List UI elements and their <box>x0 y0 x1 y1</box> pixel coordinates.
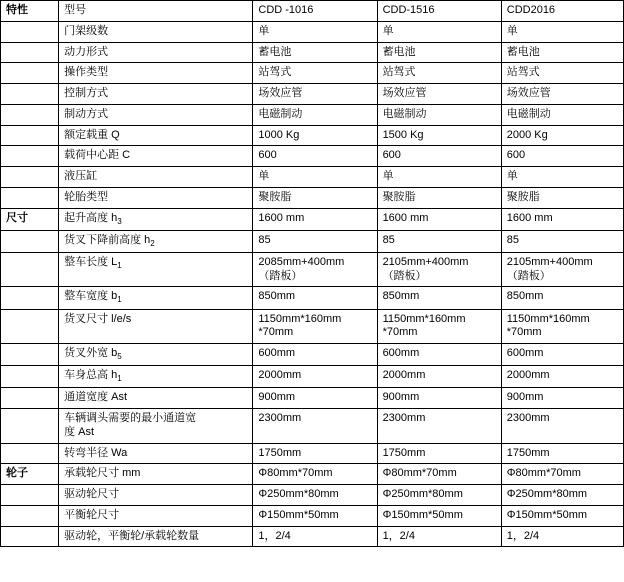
group-spacer <box>1 63 59 84</box>
row-value: 单 <box>501 167 623 188</box>
row-value: 场效应管 <box>377 84 501 105</box>
row-label: 货叉外宽 $b_5$ <box>59 344 253 366</box>
row-value: 场效应管 <box>501 84 623 105</box>
group-spacer <box>1 526 59 547</box>
row-value: 600 <box>501 146 623 167</box>
group-spacer <box>1 146 59 167</box>
row-value-line2: *70mm <box>382 326 418 339</box>
row-value: 1600 mm <box>501 208 623 230</box>
group-spacer <box>1 125 59 146</box>
group-label-wheels: 轮子 <box>1 464 59 485</box>
row-label: 驱动轮尺寸 <box>59 485 253 506</box>
row-value-line1: 1150mm*160mm <box>506 312 590 325</box>
row-value: 2300mm <box>253 409 377 444</box>
row-value-line1: 1150mm*160mm <box>258 312 342 325</box>
row-value: 600 <box>253 146 377 167</box>
row-label: 动力形式 <box>59 42 253 63</box>
row-value-line1: 2105mm+400mm <box>382 255 469 268</box>
row-value-line2: （踏板） <box>506 269 551 282</box>
group-spacer <box>1 104 59 125</box>
row-value: 1750mm <box>253 443 377 464</box>
row-label: 控制方式 <box>59 84 253 105</box>
row-value: 1，2/4 <box>501 526 623 547</box>
row-value <box>253 309 377 344</box>
row-value: 2000mm <box>253 366 377 388</box>
header-cell-model-3: CDD2016 <box>501 1 623 22</box>
table-row <box>1 344 624 366</box>
table-row <box>1 208 624 230</box>
row-label-line2: 度 Ast <box>64 425 95 438</box>
row-value: 电磁制动 <box>501 104 623 125</box>
group-spacer <box>1 230 59 252</box>
row-value: 聚胺脂 <box>253 187 377 208</box>
row-value: 电磁制动 <box>377 104 501 125</box>
row-value: 1500 Kg <box>377 125 501 146</box>
row-value: 聚胺脂 <box>501 187 623 208</box>
row-label: 通道宽度 Ast <box>59 388 253 409</box>
table-row <box>1 146 624 167</box>
table-row <box>1 443 624 464</box>
row-value: 900mm <box>377 388 501 409</box>
table-row <box>1 42 624 63</box>
table-row <box>1 104 624 125</box>
row-value: 2000 Kg <box>501 125 623 146</box>
group-spacer <box>1 167 59 188</box>
row-value: 聚胺脂 <box>377 187 501 208</box>
row-label: 承载轮尺寸 mm <box>59 464 253 485</box>
row-value: 1，2/4 <box>253 526 377 547</box>
row-value: 600mm <box>501 344 623 366</box>
row-value: 单 <box>253 21 377 42</box>
row-value: Φ80mm*70mm <box>253 464 377 485</box>
table-header-row <box>1 1 624 22</box>
row-label <box>59 409 253 444</box>
row-value: 2000mm <box>501 366 623 388</box>
header-cell-feature: 特性 <box>1 1 59 22</box>
row-value: 1750mm <box>377 443 501 464</box>
table-row <box>1 505 624 526</box>
row-label: 整车长度 $L_1$ <box>59 252 253 287</box>
group-spacer <box>1 287 59 309</box>
row-value <box>253 252 377 287</box>
row-value: 站驾式 <box>253 63 377 84</box>
row-value: 蓄电池 <box>501 42 623 63</box>
table-row <box>1 309 624 344</box>
row-value: 85 <box>253 230 377 252</box>
row-value: Φ250mm*80mm <box>377 485 501 506</box>
row-value <box>377 252 501 287</box>
table-row <box>1 464 624 485</box>
row-value: 850mm <box>253 287 377 309</box>
group-spacer <box>1 42 59 63</box>
row-value: 600mm <box>377 344 501 366</box>
row-value: 600 <box>377 146 501 167</box>
row-value-line1: 2085mm+400mm <box>258 255 345 268</box>
row-value: Φ150mm*50mm <box>253 505 377 526</box>
table-row <box>1 63 624 84</box>
table-row <box>1 526 624 547</box>
table-row <box>1 230 624 252</box>
row-value: 单 <box>377 167 501 188</box>
group-spacer <box>1 443 59 464</box>
row-label: 起升高度 $h_3$ <box>59 208 253 230</box>
group-spacer <box>1 252 59 287</box>
group-spacer <box>1 366 59 388</box>
table-row <box>1 125 624 146</box>
row-value: 蓄电池 <box>253 42 377 63</box>
row-label: 额定载重 Q <box>59 125 253 146</box>
row-value: 1，2/4 <box>377 526 501 547</box>
group-spacer <box>1 485 59 506</box>
table-row <box>1 366 624 388</box>
row-label: 转弯半径 Wa <box>59 443 253 464</box>
row-value: 1000 Kg <box>253 125 377 146</box>
row-value: 站驾式 <box>377 63 501 84</box>
table-row <box>1 84 624 105</box>
table-row <box>1 485 624 506</box>
group-spacer <box>1 84 59 105</box>
row-value: 站驾式 <box>501 63 623 84</box>
row-value: 2300mm <box>501 409 623 444</box>
row-label: 车身总高 $h_1$ <box>59 366 253 388</box>
row-label: 操作类型 <box>59 63 253 84</box>
row-value: 900mm <box>253 388 377 409</box>
table-row <box>1 167 624 188</box>
row-value: 85 <box>501 230 623 252</box>
row-value: 电磁制动 <box>253 104 377 125</box>
group-spacer <box>1 344 59 366</box>
row-label: 轮胎类型 <box>59 187 253 208</box>
row-value-line2: （踏板） <box>258 269 303 282</box>
row-value <box>377 309 501 344</box>
group-spacer <box>1 505 59 526</box>
row-value <box>501 252 623 287</box>
row-value-line2: *70mm <box>506 326 542 339</box>
group-spacer <box>1 309 59 344</box>
row-value: 2300mm <box>377 409 501 444</box>
row-value-line2: *70mm <box>258 326 294 339</box>
header-cell-model: 型号 <box>59 1 253 22</box>
row-label: 整车宽度 $b_1$ <box>59 287 253 309</box>
row-value: 场效应管 <box>253 84 377 105</box>
row-value: Φ250mm*80mm <box>253 485 377 506</box>
table-row <box>1 187 624 208</box>
row-value <box>501 309 623 344</box>
row-label: 制动方式 <box>59 104 253 125</box>
row-label: 载荷中心距 C <box>59 146 253 167</box>
row-label: 平衡轮尺寸 <box>59 505 253 526</box>
row-value: 850mm <box>377 287 501 309</box>
table-row <box>1 21 624 42</box>
row-value: Φ80mm*70mm <box>501 464 623 485</box>
row-label: 驱动轮，平衡轮/承载轮数量 <box>59 526 253 547</box>
row-value: 单 <box>501 21 623 42</box>
table-row <box>1 252 624 287</box>
group-spacer <box>1 187 59 208</box>
row-value: 850mm <box>501 287 623 309</box>
row-value: Φ80mm*70mm <box>377 464 501 485</box>
row-label: 门架级数 <box>59 21 253 42</box>
row-value-line1: 1150mm*160mm <box>382 312 466 325</box>
row-label: 液压缸 <box>59 167 253 188</box>
row-label: 货叉尺寸 l/e/s <box>59 309 253 344</box>
row-value: Φ150mm*50mm <box>501 505 623 526</box>
header-cell-model-1: CDD -1016 <box>253 1 377 22</box>
row-label: 货叉下降前高度 $h_2$ <box>59 230 253 252</box>
row-value: 蓄电池 <box>377 42 501 63</box>
row-value: 85 <box>377 230 501 252</box>
group-label-dimensions: 尺寸 <box>1 208 59 230</box>
table-row <box>1 409 624 444</box>
row-value: 单 <box>253 167 377 188</box>
group-spacer <box>1 409 59 444</box>
group-label-features <box>1 21 59 42</box>
row-value: Φ150mm*50mm <box>377 505 501 526</box>
table-row <box>1 287 624 309</box>
row-value: 1600 mm <box>377 208 501 230</box>
row-value: 600mm <box>253 344 377 366</box>
row-value: 1600 mm <box>253 208 377 230</box>
row-value: 单 <box>377 21 501 42</box>
row-value: 900mm <box>501 388 623 409</box>
row-value-line1: 2105mm+400mm <box>506 255 593 268</box>
row-label-line1: 车辆调头需要的最小通道宽 <box>64 412 197 425</box>
table-row <box>1 388 624 409</box>
row-value: 2000mm <box>377 366 501 388</box>
row-value-line2: （踏板） <box>382 269 427 282</box>
header-cell-model-2: CDD-1516 <box>377 1 501 22</box>
group-spacer <box>1 388 59 409</box>
row-value: Φ250mm*80mm <box>501 485 623 506</box>
row-value: 1750mm <box>501 443 623 464</box>
